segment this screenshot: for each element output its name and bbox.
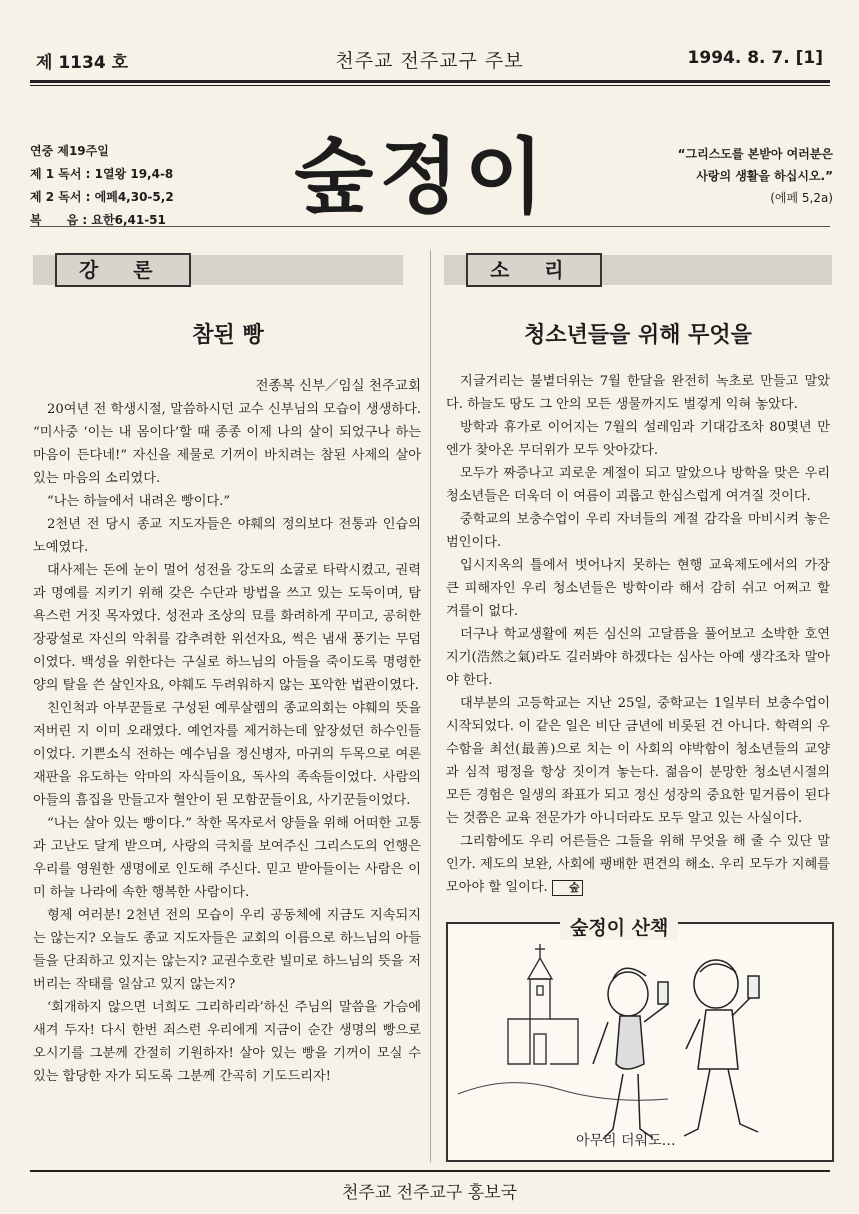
editorial-title: 청소년들을 위해 무엇을 — [524, 323, 752, 348]
footer-rule — [30, 1170, 830, 1172]
epigraph-line-2: 사랑의 생활을 하십시오.” — [696, 169, 833, 183]
editorial-paragraph: 중학교의 보충수업이 우리 자녀들의 계절 감각을 마비시켜 놓은 범인이다. — [446, 512, 830, 550]
editorial-last-text: 그리함에도 우리 어른들은 그들을 위해 무엇을 해 줄 수 있단 말인가. 제도의 보완, 사회에 팽배한 편견의 해소. 우리 모두가 지혜를 모아야 할 일이다. — [446, 834, 830, 895]
editorial-paragraph: 방학과 휴가로 이어지는 7월의 설레임과 기대감조차 80몇년 만엔가 찾아온 무더위가 모두 앗아갔다. — [446, 420, 830, 458]
liturgical-week: 연중 제19주일 — [30, 144, 109, 158]
second-reading: 제 2 독서 : 에페4,30-5,2 — [30, 190, 174, 204]
header-rule — [30, 80, 830, 83]
editorial-paragraph: 모두가 짜증나고 괴로운 계절이 되고 말았으나 방학을 맞은 우리 청소년들은 더욱더 이 여름이 괴롭고 한심스럽게 여겨질 것이다. — [446, 466, 830, 504]
homily-paragraph: ‘회개하지 않으면 너희도 그리하리라’하신 주님의 말씀을 가슴에 새겨 두자! 다시 한번 죄스런 우리에게 지금이 순간 생명의 빵으로 오시기를 그분께 간절히 기원하자! 살아 있는 빵을 기꺼이 모실 수 있는 합당한 자가 되도록 그분께 간곡히 기도드리자! — [33, 1000, 421, 1084]
cartoon-frame — [446, 922, 834, 1162]
first-reading: 제 1 독서 : 1열왕 19,4-8 — [30, 167, 174, 181]
issue-date: 1994. 8. 7. [1] — [687, 48, 823, 68]
editorial-paragraph: 더구나 학교생활에 찌든 심신의 고달픔을 풀어보고 소박한 호연지기(浩然之氣)라도 길러봐야 하겠다는 심사는 아예 생각조차 말아야 한다. — [446, 627, 830, 688]
masthead-title: 숲정이 — [294, 130, 550, 225]
editorial-body — [446, 370, 830, 899]
homily-paragraph: 형제 여러분! 2천년 전의 모습이 우리 공동체에 지금도 지속되지는 않는지? 오늘도 종교 지도자들은 교회의 이름으로 하느님의 아들들을 단죄하고 있지는 않는지? 교권수호란 빌미로 하느님의 뜻을 저버리는 작태를 일삼고 있지 않는지? — [33, 908, 421, 992]
homily-paragraph: “나는 살아 있는 빵이다.” 착한 목자로서 양들을 위해 어떠한 고통과 고난도 달게 받으며, 사랑의 극치를 보여주신 그리스도의 언행은 우리를 영원한 생명에로 인도해 주신다. 믿고 받아들이는 사람은 이미 하늘 나라에 속한 행복한 사람이다. — [33, 816, 421, 900]
homily-paragraph: 2천년 전 당시 종교 지도자들은 야훼의 정의보다 전통과 인습의 노예였다. — [33, 517, 421, 555]
liturgy-info — [30, 140, 174, 232]
editorial-paragraph: 입시지옥의 틀에서 벗어나지 못하는 현행 교육제도에서의 가장 큰 피해자인 우리 청소년들은 방학이라 해서 감히 쉬고 어쩌고 할 겨를이 없다. — [446, 558, 830, 619]
cartoon-illustration — [448, 924, 832, 1160]
gospel-reading: 복 음 : 요한6,41-51 — [30, 213, 166, 227]
homily-author: 전종복 신부／임실 천주교회 — [255, 378, 421, 394]
voice-section-label: 소 리 — [466, 253, 602, 287]
homily-paragraph: 친인척과 아부꾼들로 구성된 예루살렘의 종교의회는 야훼의 뜻을 저버린 지 이미 오래였다. 예언자를 제거하는데 앞장섰던 하수인들이었다. 기쁜소식 전하는 예수님을 정신병자, 마귀의 두목으로 여론재판을 유도하는 악마의 자식들이요, 독사의 족속들이었다. 사람의 아들의 흠집을 만들고자 혈안이 된 모함꾼들이요, 사기꾼들이었다. — [33, 701, 421, 808]
column-divider — [430, 250, 431, 1162]
church-drawing — [508, 944, 578, 1064]
man-figure — [684, 960, 759, 1136]
homily-section-label-wrap — [55, 253, 191, 287]
editorial-paragraph: 지글거리는 불볕더위는 7월 한달을 완전히 녹초로 만들고 말았다. 하늘도 땅도 그 안의 모든 생물까지도 벌겋게 익혀 놓았다. — [446, 374, 830, 412]
homily-paragraph: 20여년 전 학생시절, 말씀하시던 교수 신부님의 모습이 생생하다. “미사중 ‘이는 내 몸이다’할 때 종종 이제 나의 살이 되었구나 하는 마음이 든다네!” 자신을 제물로 기꺼이 바치려는 참된 사제의 살아 있는 마음의 소리였다. — [33, 402, 421, 486]
editorial-paragraph: 대부분의 고등학교는 지난 25일, 중학교는 1일부터 보충수업이 시작되었다. 이 같은 일은 비단 금년에 비롯된 건 아니다. 학력의 우수함을 최선(最善)으로 치는 이 사회의 야박함이 청소년들의 교양과 심적 평정을 항상 짓이겨 놓는다. 젊음이 분망한 청소년시절의 모든 경험은 일생의 좌표가 되고 정신 성장의 중요한 밑거름이 된다는 것쯤은 교육 전문가가 아니더라도 모두 알고 있는 사실이다. — [446, 696, 830, 826]
homily-section-label: 강 론 — [55, 253, 191, 287]
end-mark: 숲 — [552, 880, 583, 896]
homily-title: 참된 빵 — [192, 323, 264, 348]
cartoon-title: 숲정이 산책 — [560, 913, 678, 940]
cartoon-caption: 아무리 더워도… — [576, 1133, 676, 1149]
editorial-paragraph — [446, 830, 830, 899]
homily-body — [33, 398, 421, 1088]
homily-paragraph: “나는 하늘에서 내려온 빵이다.” — [47, 494, 231, 509]
epigraph — [618, 143, 833, 209]
epigraph-line-1: “그리스도를 본받아 여러분은 — [677, 147, 833, 161]
header-rule-thin — [30, 85, 830, 86]
publisher-name: 천주교 전주교구 주보 — [335, 50, 524, 72]
woman-figure — [593, 968, 668, 1139]
issue-number: 제 1134 호 — [36, 53, 128, 73]
voice-section-label-wrap — [466, 253, 602, 287]
homily-paragraph: 대사제는 돈에 눈이 멀어 성전을 강도의 소굴로 타락시켰고, 권력과 명예를 지키기 위해 갖은 수단과 방법을 쓰고 있는 도둑이며, 탐욕스런 거짓 목자였다. 성전과 조상의 묘를 화려하게 꾸미고, 공허한 장광설로 자신의 악취를 감추려한 위선자요, 썩은 냄새 풍기는 무덤이였다. 백성을 위한다는 구실로 하느님의 아들을 죽이도록 명령한 양의 탈을 쓴 살인자요, 야훼도 두려워하지 않는 포악한 법관이였다. — [33, 563, 421, 693]
epigraph-source: (에페 5,2a) — [770, 191, 833, 205]
footer-credit: 천주교 전주교구 홍보국 — [341, 1183, 518, 1203]
masthead-divider — [30, 226, 830, 227]
